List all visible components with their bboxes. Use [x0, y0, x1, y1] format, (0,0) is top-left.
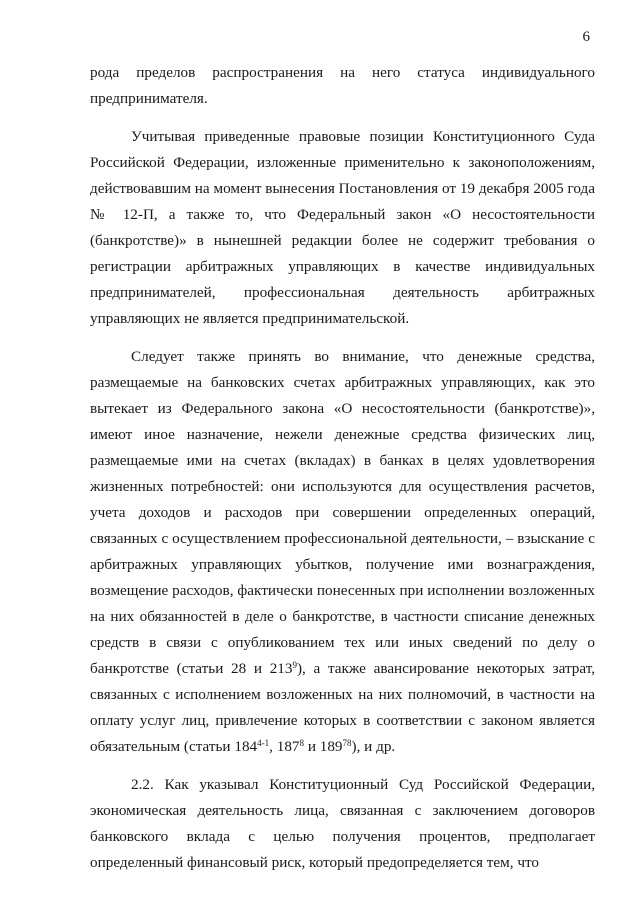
paragraph-2: Учитывая приведенные правовые позиции Конституционного Суда Российской Федерации, изложенные применительно к законоположениям, действовавшим на момент вынесения Постановления от 19 декабря 2005 года № 12-П, а также то, что Федеральный закон «О несостоятельности (банкротстве)» в нынешней редакции более не содержит требования о регистрации арбитражных управляющих в качестве индивидуальных предпринимателей, профессиональная деятельность арбитражных управляющих не является предпринимательской. [90, 128, 595, 327]
paragraph-3-part-e: ), и др. [351, 738, 396, 755]
paragraph-1: рода пределов распространения на него статуса индивидуального предпринимателя. [90, 64, 595, 107]
page-number: 6 [582, 29, 590, 45]
document-body [90, 60, 595, 888]
superscript-187-8: 8 [299, 738, 305, 748]
paragraph-3-part-b: ), а также авансирование некоторых затрат, связанных с исполнением возложенных на них полномочий, в частности на оплату услуг лиц, привлечение которых в соответствии с законом является обязательным (статьи 184 [90, 660, 596, 755]
paragraph-3-part-d: и 189 [304, 738, 343, 755]
paragraph-3-part-a: Следует также принять во внимание, что денежные средства, размещаемые на банковских счетах арбитражных управляющих, как это вытекает из Федерального закона «О несостоятельности (банкротстве)», имеют иное назначение, нежели денежные средства физических лиц, размещаемые ими на счетах (вкладах) в банках в целях удовлетворения жизненных потребностей: они используются для осуществления расчетов, учета доходов и расходов при совершении определенных операций, связанных с осуществлением профессиональной деятельности, – взыскание с арбитражных управляющих убытков, получение ими вознаграждения, возмещение расходов, фактически понесенных при исполнении возложенных на них обязанностей в деле о банкротстве, в частности списание денежных средств в связи с опубликованием тех или иных сведений по делу о банкротстве (статьи 28 и 213 [90, 348, 595, 677]
superscript-213-9: 9 [292, 660, 297, 670]
paragraph-4: 2.2. Как указывал Конституционный Суд Российской Федерации, экономическая деятельность лица, связанная с заключением договоров банковского вклада с целью получения процентов, предполагает определенный финансовый риск, который предопределяется тем, что [90, 776, 595, 871]
paragraph-3 [90, 344, 595, 760]
superscript-189-78: 78 [342, 738, 352, 748]
superscript-184-4-1: 4-1 [257, 738, 270, 748]
paragraph-3-part-c: , 187 [269, 738, 300, 755]
